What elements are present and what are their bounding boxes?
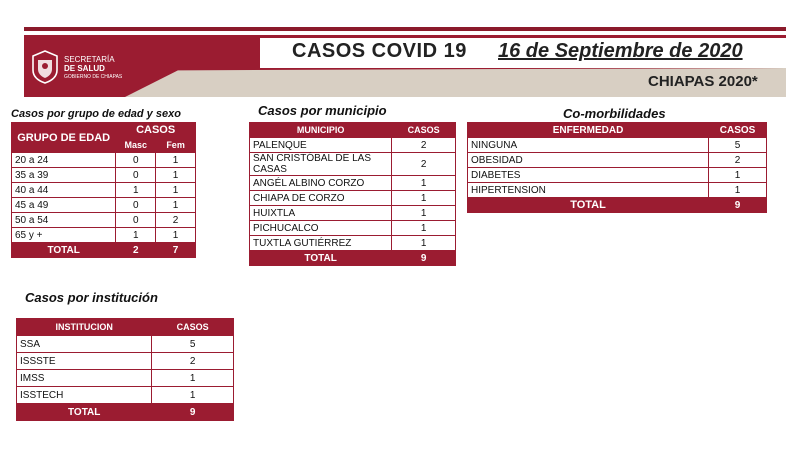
total-masc: 2	[116, 243, 156, 258]
cases-cell: 0	[116, 198, 156, 213]
cases-cell: 1	[156, 183, 196, 198]
table-row	[250, 221, 456, 236]
government-crest-icon	[30, 50, 60, 84]
total-row	[250, 251, 456, 266]
cases-cell: 2	[709, 153, 767, 168]
name-cell: NINGUNA	[468, 138, 709, 153]
table-row	[250, 236, 456, 251]
table-row	[468, 183, 767, 198]
table-row	[250, 138, 456, 153]
col-institution: INSTITUCION	[17, 319, 152, 336]
total-label: TOTAL	[12, 243, 116, 258]
name-cell: 40 a 44	[12, 183, 116, 198]
name-cell: TUXTLA GUTIÉRREZ	[250, 236, 392, 251]
logo-wordmark	[64, 55, 122, 82]
cases-cell: 0	[116, 168, 156, 183]
table-row	[12, 198, 196, 213]
total-row	[468, 198, 767, 213]
cases-cell: 5	[152, 336, 234, 353]
col-masc: Masc	[116, 138, 156, 153]
report-title: CASOS COVID 19	[292, 40, 467, 62]
total-label: TOTAL	[17, 404, 152, 421]
col-municipality: MUNICIPIO	[250, 123, 392, 138]
cases-cell: 1	[156, 168, 196, 183]
name-cell: SSA	[17, 336, 152, 353]
cases-cell: 1	[392, 206, 456, 221]
cases-cell: 1	[156, 228, 196, 243]
table-row	[468, 138, 767, 153]
name-cell: DIABETES	[468, 168, 709, 183]
cases-cell: 1	[152, 387, 234, 404]
table-row	[12, 183, 196, 198]
table-row	[250, 191, 456, 206]
table-row	[468, 168, 767, 183]
table-row	[468, 153, 767, 168]
table-row	[12, 228, 196, 243]
cases-cell: 1	[392, 236, 456, 251]
municipality-heading: Casos por municipio	[258, 103, 387, 118]
name-cell: PICHUCALCO	[250, 221, 392, 236]
col-cases: CASOS	[392, 123, 456, 138]
name-cell: 20 a 24	[12, 153, 116, 168]
cases-cell: 0	[116, 153, 156, 168]
cases-cell: 1	[392, 176, 456, 191]
cases-cell: 1	[392, 191, 456, 206]
total-value: 9	[709, 198, 767, 213]
name-cell: 35 a 39	[12, 168, 116, 183]
col-cases: CASOS	[709, 123, 767, 138]
cases-cell: 1	[116, 183, 156, 198]
col-disease: ENFERMEDAD	[468, 123, 709, 138]
cases-cell: 1	[156, 153, 196, 168]
col-fem: Fem	[156, 138, 196, 153]
cases-cell: 1	[152, 370, 234, 387]
total-row	[17, 404, 234, 421]
cases-cell: 0	[116, 213, 156, 228]
name-cell: SAN CRISTÓBAL DE LAS CASAS	[250, 153, 392, 176]
institution-table	[16, 318, 234, 421]
name-cell: PALENQUE	[250, 138, 392, 153]
logo-line-2: DE SALUD	[64, 64, 105, 73]
name-cell: 65 y +	[12, 228, 116, 243]
table-row	[12, 153, 196, 168]
cases-cell: 1	[156, 198, 196, 213]
name-cell: HIPERTENSION	[468, 183, 709, 198]
table-row	[17, 353, 234, 370]
table-row	[250, 176, 456, 191]
table-row	[250, 153, 456, 176]
name-cell: 50 a 54	[12, 213, 116, 228]
cases-cell: 2	[152, 353, 234, 370]
region-label: CHIAPAS 2020*	[648, 73, 758, 90]
cases-cell: 5	[709, 138, 767, 153]
cases-cell: 1	[392, 221, 456, 236]
top-rule	[24, 27, 786, 31]
name-cell: 45 a 49	[12, 198, 116, 213]
total-fem: 7	[156, 243, 196, 258]
table-row	[17, 336, 234, 353]
table-row	[17, 387, 234, 404]
table-row	[250, 206, 456, 221]
table-row	[12, 213, 196, 228]
logo-line-1: SECRETARÍA	[64, 55, 115, 64]
cases-cell: 2	[392, 153, 456, 176]
cases-cell: 1	[116, 228, 156, 243]
name-cell: IMSS	[17, 370, 152, 387]
cases-cell: 2	[392, 138, 456, 153]
cases-cell: 1	[709, 183, 767, 198]
comorbidities-heading: Co-morbilidades	[563, 106, 666, 121]
total-label: TOTAL	[468, 198, 709, 213]
total-value: 9	[152, 404, 234, 421]
name-cell: ISSTECH	[17, 387, 152, 404]
name-cell: ISSSTE	[17, 353, 152, 370]
name-cell: HUIXTLA	[250, 206, 392, 221]
table-row	[12, 168, 196, 183]
table-row	[17, 370, 234, 387]
age-sex-table	[11, 122, 196, 258]
age-sex-heading: Casos por grupo de edad y sexo	[11, 108, 181, 120]
total-label: TOTAL	[250, 251, 392, 266]
total-row	[12, 243, 196, 258]
cases-cell: 1	[709, 168, 767, 183]
col-cases: CASOS	[116, 123, 196, 138]
name-cell: CHIAPA DE CORZO	[250, 191, 392, 206]
col-age-group: GRUPO DE EDAD	[12, 123, 116, 153]
report-date: 16 de Septiembre de 2020	[498, 40, 743, 62]
total-value: 9	[392, 251, 456, 266]
cases-cell: 2	[156, 213, 196, 228]
name-cell: OBESIDAD	[468, 153, 709, 168]
logo-line-3: GOBIERNO DE CHIAPAS	[64, 74, 123, 80]
institution-heading: Casos por institución	[25, 290, 158, 305]
name-cell: ANGÉL ALBINO CORZO	[250, 176, 392, 191]
col-cases: CASOS	[152, 319, 234, 336]
municipality-table	[249, 122, 456, 266]
comorbidities-table	[467, 122, 767, 213]
